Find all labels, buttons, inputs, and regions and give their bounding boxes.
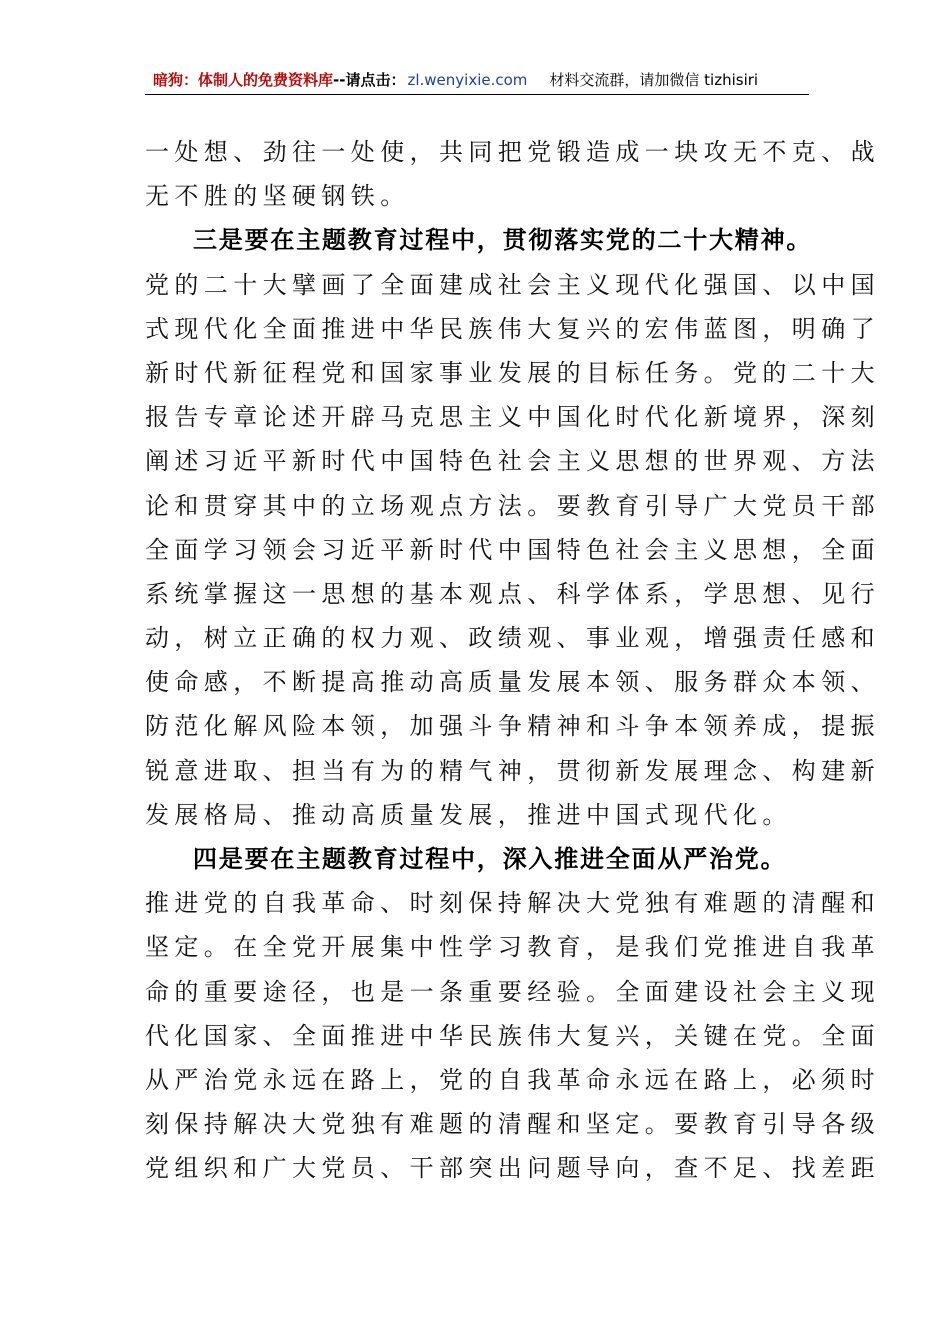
header-url-link[interactable]: zl.wenyixie.com <box>407 71 528 89</box>
body-line: 代化国家、全面推进中华民族伟大复兴，关键在党。全面 <box>145 1021 880 1050</box>
body-line: 式现代化全面推进中华民族伟大复兴的宏伟蓝图，明确了 <box>145 314 880 343</box>
header-site-name: 暗狗：体制人的免费资料库 <box>153 71 334 89</box>
body-line: 命的重要途径，也是一条重要经验。全面建设社会主义现 <box>145 977 880 1006</box>
body-line: 党的二十大擘画了全面建成社会主义现代化强国、以中国 <box>145 270 880 299</box>
body-line: 系统掌握这一思想的基本观点、科学体系，学思想、见行 <box>145 579 880 608</box>
header-click-prompt: --请点击： <box>333 71 406 89</box>
body-line: 新时代新征程党和国家事业发展的目标任务。党的二十大 <box>145 358 880 387</box>
body-line: 无不胜的坚硬钢铁。 <box>145 182 410 211</box>
body-line: 刻保持解决大党独有难题的清醒和坚定。要教育引导各级 <box>145 1110 880 1139</box>
section-heading-three: 三是要在主题教育过程中，贯彻落实党的二十大精神。 <box>193 226 813 255</box>
body-line: 推进党的自我革命、时刻保持解决大党独有难题的清醒和 <box>145 889 880 918</box>
body-line: 报告专章论述开辟马克思主义中国化时代化新境界，深刻 <box>145 403 880 432</box>
header-wechat-note: 材料交流群，请加微信 tizhisiri <box>549 71 759 89</box>
body-line: 发展格局、推动高质量发展，推进中国式现代化。 <box>145 800 792 829</box>
body-line: 锐意进取、担当有为的精气神，贯彻新发展理念、构建新 <box>145 756 880 785</box>
section-heading-four: 四是要在主题教育过程中，深入推进全面从严治党。 <box>193 845 787 873</box>
page-header <box>145 66 809 95</box>
body-line: 论和贯穿其中的立场观点方法。要教育引导广大党员干部 <box>145 491 880 520</box>
body-line: 党组织和广大党员、干部突出问题导向，查不足、找差距 <box>145 1154 880 1183</box>
body-line: 一处想、劲往一处使，共同把党锻造成一块攻无不克、战 <box>145 138 880 166</box>
body-line: 坚定。在全党开展集中性学习教育，是我们党推进自我革 <box>145 933 880 962</box>
body-line: 动，树立正确的权力观、政绩观、事业观，增强责任感和 <box>145 624 880 653</box>
body-line: 阐述习近平新时代中国特色社会主义思想的世界观、方法 <box>145 447 880 476</box>
body-line: 从严治党永远在路上，党的自我革命永远在路上，必须时 <box>145 1065 880 1094</box>
body-line: 使命感，不断提高推动高质量发展本领、服务群众本领、 <box>145 668 880 697</box>
document-body <box>145 130 880 1191</box>
body-line: 全面学习领会习近平新时代中国特色社会主义思想，全面 <box>145 535 880 564</box>
body-line: 防范化解风险本领，加强斗争精神和斗争本领养成，提振 <box>145 712 880 741</box>
